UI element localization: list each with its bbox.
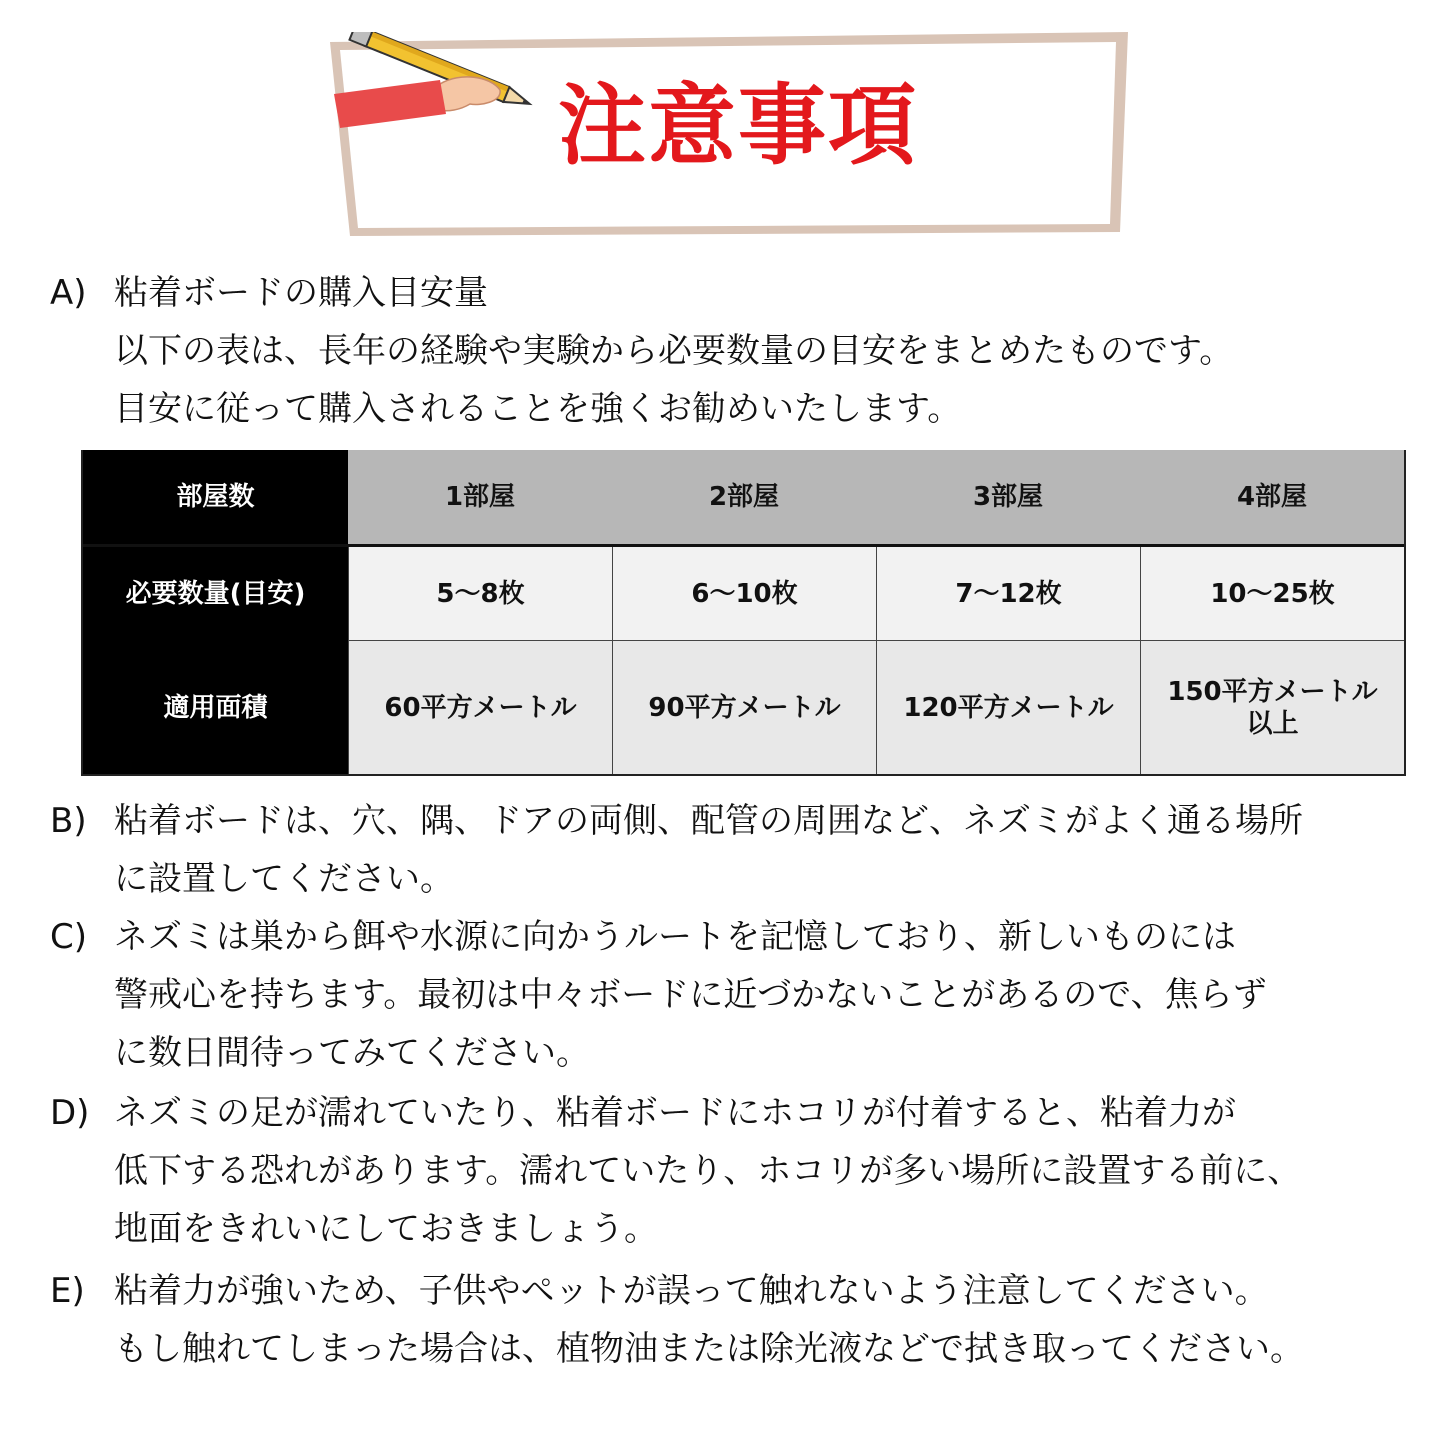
table-header-row — [83, 450, 1404, 547]
table-column-header: 1部屋 — [348, 450, 612, 544]
table-column-header: 4部屋 — [1140, 450, 1404, 544]
section-a — [50, 264, 1420, 438]
section-b-marker: B) — [50, 801, 87, 841]
section-c-line: 警戒心を持ちます。最初は中々ボードに近づかないことがあるので、焦らず — [114, 975, 1267, 1015]
section-c-first-line — [50, 908, 1420, 966]
table-cell: 5～8枚 — [348, 547, 612, 641]
section-b — [50, 792, 1420, 908]
hand-pencil-icon — [330, 32, 560, 132]
table-cell: 6～10枚 — [612, 547, 876, 641]
section-a-heading-line — [50, 264, 1420, 322]
section-d-line: 低下する恐れがあります。濡れていたり、ホコリが多い場所に設置する前に、 — [114, 1151, 1302, 1191]
table-header-label: 部屋数 — [83, 450, 348, 544]
table-cell: 60平方メートル — [348, 641, 612, 774]
section-c-line: ネズミは巣から餌や水源に向かうルートを記憶しており、新しいものには — [114, 917, 1236, 957]
section-e-marker: E) — [50, 1271, 85, 1311]
table-cell: 120平方メートル — [876, 641, 1140, 774]
section-a-marker: A) — [50, 273, 87, 313]
section-b-first-line — [50, 792, 1420, 850]
section-e-first-line — [50, 1262, 1420, 1320]
section-d-first-line — [50, 1084, 1420, 1142]
table-cell: 10～25枚 — [1140, 547, 1404, 641]
section-d — [50, 1084, 1420, 1258]
table-cell: 90平方メートル — [612, 641, 876, 774]
section-d-line: 地面をきれいにしておきましょう。 — [114, 1209, 658, 1249]
section-a-line: 目安に従って購入されることを強くお勧めいたします。 — [114, 389, 962, 429]
table-row — [83, 641, 1404, 774]
section-d-line: ネズミの足が濡れていたり、粘着ボードにホコリが付着すると、粘着力が — [114, 1093, 1236, 1133]
title-banner — [330, 32, 1128, 236]
section-b-line: に設置してください。 — [114, 859, 454, 899]
page-title: 注意事項 — [558, 74, 919, 177]
table-row — [83, 547, 1404, 641]
section-c — [50, 908, 1420, 1082]
section-b-line: 粘着ボードは、穴、隅、ドアの両側、配管の周囲など、ネズミがよく通る場所 — [114, 801, 1303, 841]
section-d-marker: D) — [50, 1093, 90, 1133]
section-e-line: 粘着力が強いため、子供やペットが誤って触れないよう注意してください。 — [114, 1271, 1269, 1311]
section-a-heading: 粘着ボードの購入目安量 — [114, 273, 488, 313]
section-c-marker: C) — [50, 917, 88, 957]
section-e — [50, 1262, 1420, 1378]
table-cell: 7～12枚 — [876, 547, 1140, 641]
quantity-table — [81, 450, 1406, 776]
table-column-header: 2部屋 — [612, 450, 876, 544]
table-column-header: 3部屋 — [876, 450, 1140, 544]
table-row-label: 必要数量(目安) — [83, 547, 348, 641]
table-cell: 150平方メートル 以上 — [1140, 641, 1404, 774]
section-c-line: に数日間待ってみてください。 — [114, 1033, 590, 1073]
table-row-label: 適用面積 — [83, 641, 348, 774]
section-a-line: 以下の表は、長年の経験や実験から必要数量の目安をまとめたものです。 — [114, 331, 1234, 371]
section-e-line: もし触れてしまった場合は、植物油または除光液などで拭き取ってください。 — [114, 1329, 1304, 1369]
